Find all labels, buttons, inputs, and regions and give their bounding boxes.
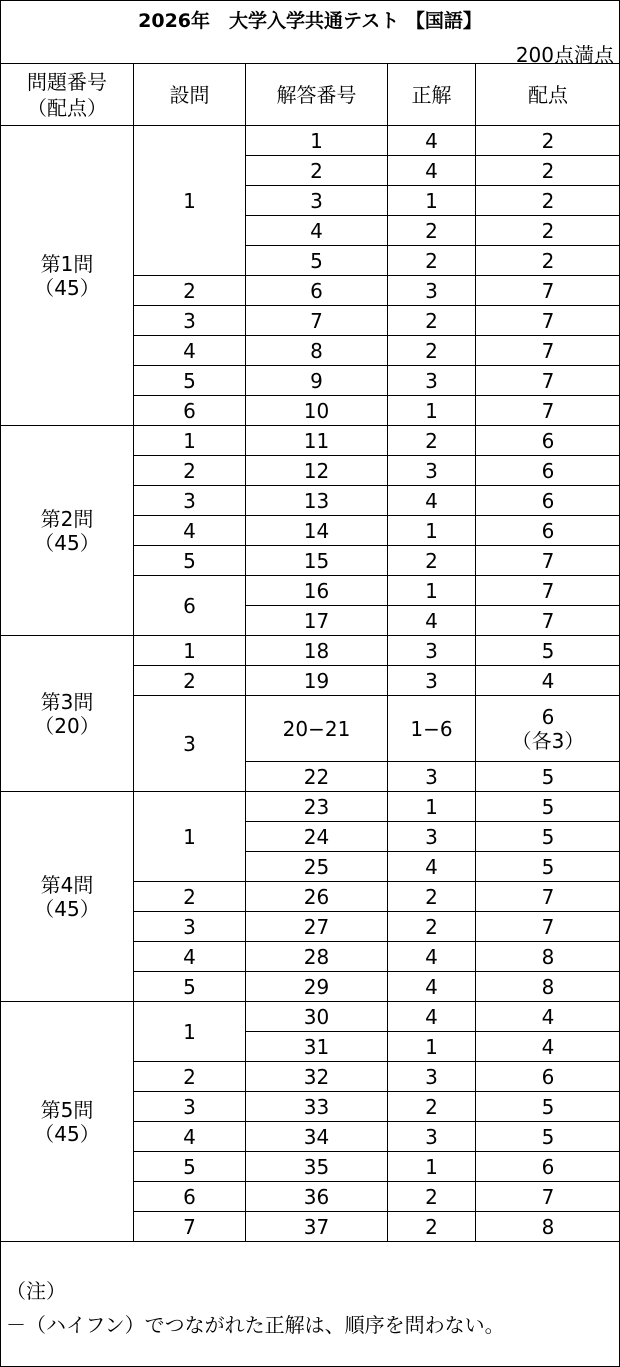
answer-number: 32	[246, 1062, 388, 1092]
question-number: 1	[134, 126, 246, 276]
table-row	[1, 126, 620, 156]
notes-text: －（ハイフン）でつながれた正解は、順序を問わない。	[6, 1313, 505, 1337]
question-number: 4	[134, 1122, 246, 1152]
notes-label: （注）	[6, 1279, 66, 1303]
question-number: 6	[134, 396, 246, 426]
answer-number: 23	[246, 792, 388, 822]
score: 6	[476, 456, 620, 486]
score: 8	[476, 942, 620, 972]
answer-number: 14	[246, 516, 388, 546]
score-note: （各3）	[511, 728, 585, 753]
correct-answer: 2	[388, 546, 476, 576]
correct-answer: 4	[388, 942, 476, 972]
question-number: 2	[134, 882, 246, 912]
question-number: 1	[134, 426, 246, 456]
correct-answer: 2	[388, 246, 476, 276]
correct-answer: 3	[388, 1062, 476, 1092]
score: 8	[476, 1212, 620, 1242]
notes	[6, 1274, 505, 1342]
score: 7	[476, 546, 620, 576]
question-number: 2	[134, 456, 246, 486]
question-number: 2	[134, 276, 246, 306]
answer-number: 24	[246, 822, 388, 852]
correct-answer: 1	[388, 186, 476, 216]
header-haiten: 配点	[476, 64, 620, 126]
correct-answer: 4	[388, 126, 476, 156]
section-name: 第5問	[40, 1097, 94, 1122]
question-number: 3	[134, 1092, 246, 1122]
answer-number: 36	[246, 1182, 388, 1212]
answer-number: 6	[246, 276, 388, 306]
header-mondai	[1, 64, 134, 126]
section-points: （45）	[34, 896, 100, 921]
answer-number: 19	[246, 666, 388, 696]
correct-answer: 1	[388, 576, 476, 606]
answer-number: 5	[246, 246, 388, 276]
answer-number: 34	[246, 1122, 388, 1152]
section-cell	[1, 426, 134, 636]
header-kaito: 解答番号	[246, 64, 388, 126]
correct-answer: 4	[388, 156, 476, 186]
answer-number: 12	[246, 456, 388, 486]
score: 4	[476, 1032, 620, 1062]
question-number: 5	[134, 366, 246, 396]
question-number: 3	[134, 486, 246, 516]
score: 2	[476, 156, 620, 186]
correct-answer: 3	[388, 636, 476, 666]
question-number: 1	[134, 636, 246, 666]
correct-answer: 2	[388, 1182, 476, 1212]
answer-number: 30	[246, 1002, 388, 1032]
table-row	[1, 792, 620, 822]
page-title: 2026年 大学入学共通テスト 【国語】	[138, 10, 482, 32]
score: 2	[476, 216, 620, 246]
question-number: 3	[134, 696, 246, 792]
answer-number: 9	[246, 366, 388, 396]
question-number: 1	[134, 792, 246, 882]
answer-number: 26	[246, 882, 388, 912]
question-number: 2	[134, 666, 246, 696]
correct-answer: 3	[388, 822, 476, 852]
section-name: 第3問	[40, 689, 94, 714]
question-number: 4	[134, 516, 246, 546]
question-number: 3	[134, 306, 246, 336]
correct-answer: 4	[388, 606, 476, 636]
section-name: 第4問	[40, 872, 94, 897]
question-number: 2	[134, 1062, 246, 1092]
score: 6	[476, 486, 620, 516]
total-score: 200点満点	[515, 43, 614, 67]
correct-answer: 3	[388, 666, 476, 696]
section-name: 第1問	[40, 251, 94, 276]
score: 7	[476, 882, 620, 912]
correct-answer: 3	[388, 366, 476, 396]
question-number: 4	[134, 942, 246, 972]
answer-number: 29	[246, 972, 388, 1002]
score: 7	[476, 366, 620, 396]
score: 6	[476, 426, 620, 456]
section-cell	[1, 792, 134, 1002]
score: 6	[476, 516, 620, 546]
correct-answer: 3	[388, 1122, 476, 1152]
correct-answer: 3	[388, 276, 476, 306]
score	[476, 696, 620, 762]
correct-answer: 2	[388, 426, 476, 456]
correct-answer: 4	[388, 1002, 476, 1032]
table-row	[1, 636, 620, 666]
table-row	[1, 1002, 620, 1032]
score: 5	[476, 822, 620, 852]
answer-number: 37	[246, 1212, 388, 1242]
score: 2	[476, 126, 620, 156]
correct-answer: 2	[388, 1212, 476, 1242]
answer-number: 28	[246, 942, 388, 972]
answer-number: 2	[246, 156, 388, 186]
table-header-row	[1, 64, 620, 126]
score: 7	[476, 606, 620, 636]
section-points: （45）	[34, 1121, 100, 1146]
correct-answer: 3	[388, 456, 476, 486]
correct-answer: 2	[388, 216, 476, 246]
score-value: 6	[541, 704, 555, 729]
score: 4	[476, 1002, 620, 1032]
answer-number: 4	[246, 216, 388, 246]
score: 7	[476, 336, 620, 366]
section-points: （45）	[34, 275, 100, 300]
answer-number: 8	[246, 336, 388, 366]
answer-number: 15	[246, 546, 388, 576]
section-name: 第2問	[40, 506, 94, 531]
answer-number: 1	[246, 126, 388, 156]
header-mondai-line2: （配点）	[27, 95, 107, 120]
header-mondai-line1: 問題番号	[27, 69, 107, 94]
section-points: （45）	[34, 530, 100, 555]
correct-answer: 2	[388, 882, 476, 912]
question-number: 5	[134, 1152, 246, 1182]
score: 6	[476, 1062, 620, 1092]
answer-number: 11	[246, 426, 388, 456]
table-row	[1, 426, 620, 456]
question-number: 5	[134, 546, 246, 576]
answer-number: 27	[246, 912, 388, 942]
correct-answer: 1	[388, 1152, 476, 1182]
score: 5	[476, 636, 620, 666]
score: 7	[476, 276, 620, 306]
correct-answer: 4	[388, 972, 476, 1002]
correct-answer: 2	[388, 336, 476, 366]
section-cell	[1, 636, 134, 792]
correct-answer: 2	[388, 912, 476, 942]
correct-answer: 2	[388, 306, 476, 336]
score: 5	[476, 762, 620, 792]
correct-answer: 4	[388, 486, 476, 516]
answer-number: 13	[246, 486, 388, 516]
answer-number: 22	[246, 762, 388, 792]
answer-number: 35	[246, 1152, 388, 1182]
answer-number: 17	[246, 606, 388, 636]
correct-answer: 3	[388, 762, 476, 792]
question-number: 1	[134, 1002, 246, 1062]
correct-answer: 1	[388, 516, 476, 546]
header-setsumon: 設問	[134, 64, 246, 126]
answer-number: 20−21	[246, 696, 388, 762]
score: 5	[476, 1122, 620, 1152]
question-number: 3	[134, 912, 246, 942]
score: 2	[476, 186, 620, 216]
section-cell	[1, 1002, 134, 1242]
score: 8	[476, 972, 620, 1002]
answer-number: 10	[246, 396, 388, 426]
answer-number: 7	[246, 306, 388, 336]
answer-number: 33	[246, 1092, 388, 1122]
score: 7	[476, 912, 620, 942]
correct-answer: 1	[388, 792, 476, 822]
question-number: 6	[134, 1182, 246, 1212]
score: 5	[476, 792, 620, 822]
score: 6	[476, 1152, 620, 1182]
score: 2	[476, 246, 620, 276]
section-points: （20）	[34, 713, 100, 738]
correct-answer: 2	[388, 1092, 476, 1122]
table-body	[1, 126, 620, 1242]
answer-number: 16	[246, 576, 388, 606]
score: 4	[476, 666, 620, 696]
score: 7	[476, 1182, 620, 1212]
question-number: 6	[134, 576, 246, 636]
question-number: 7	[134, 1212, 246, 1242]
correct-answer: 1	[388, 396, 476, 426]
header-seikai: 正解	[388, 64, 476, 126]
section-cell	[1, 126, 134, 426]
question-number: 5	[134, 972, 246, 1002]
correct-answer: 1−6	[388, 696, 476, 762]
answer-table	[0, 63, 620, 1242]
score: 5	[476, 1092, 620, 1122]
question-number: 4	[134, 336, 246, 366]
score: 7	[476, 306, 620, 336]
answer-number: 18	[246, 636, 388, 666]
score: 7	[476, 396, 620, 426]
answer-number: 31	[246, 1032, 388, 1062]
correct-answer: 1	[388, 1032, 476, 1062]
correct-answer: 4	[388, 852, 476, 882]
score: 5	[476, 852, 620, 882]
score: 7	[476, 576, 620, 606]
answer-number: 25	[246, 852, 388, 882]
answer-number: 3	[246, 186, 388, 216]
